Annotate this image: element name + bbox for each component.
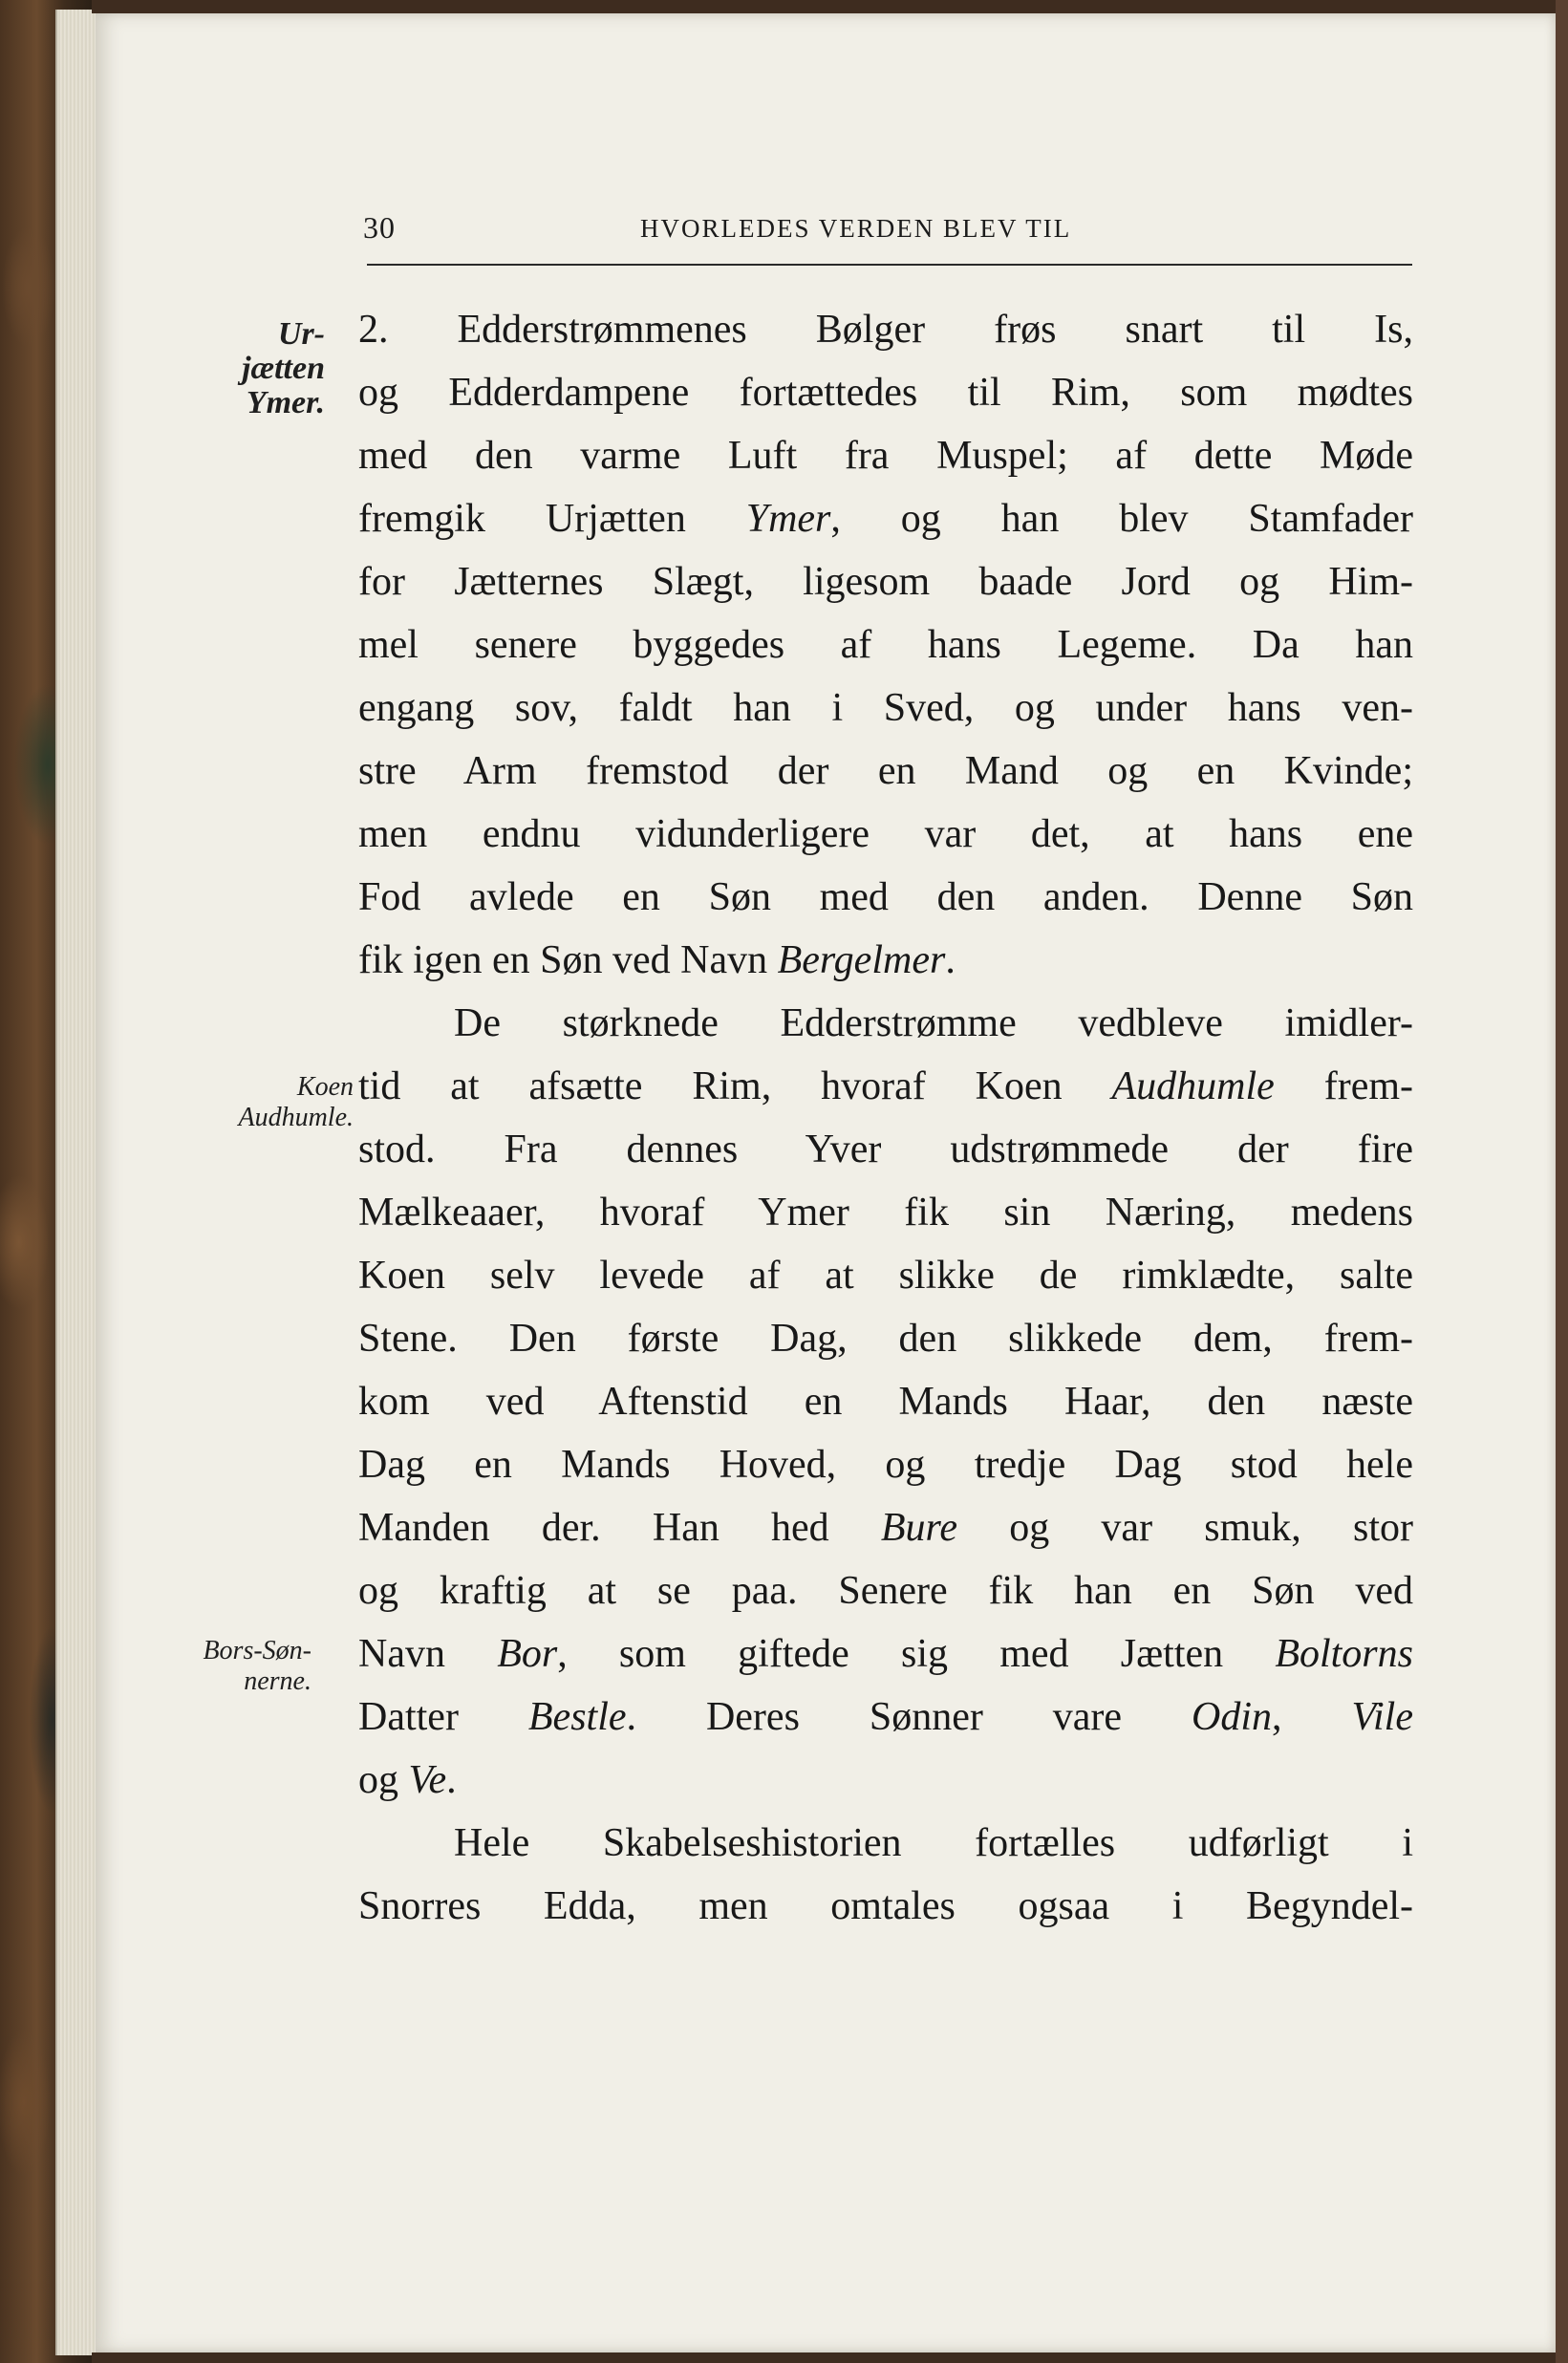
sidenote-line: nerne. bbox=[244, 1666, 311, 1696]
text-line: med den varme Luft fra Muspel; af dette Møde bbox=[358, 434, 1413, 478]
running-title: HVORLEDES VERDEN BLEV TIL bbox=[640, 214, 1072, 243]
bottom-edge bbox=[92, 2352, 1568, 2363]
text-line bbox=[358, 929, 1413, 992]
text-run: frem- bbox=[1274, 1064, 1413, 1108]
right-edge bbox=[1556, 0, 1568, 2363]
sidenote-line: Koen bbox=[296, 1072, 354, 1102]
text-line: Mælkeaaer, hvoraf Ymer fik sin Næring, medens bbox=[358, 1191, 1413, 1235]
text-run: Datter bbox=[358, 1695, 528, 1739]
text-line: De størknede Edderstrømme vedbleve imidler- bbox=[454, 1001, 1413, 1045]
text-line bbox=[358, 487, 1413, 550]
text-line: Dag en Mands Hoved, og tredje Dag stod hele bbox=[358, 1443, 1413, 1487]
sidenote-bors bbox=[162, 1636, 311, 1697]
italic-name: Boltorns bbox=[1275, 1632, 1413, 1676]
text-line: Snorres Edda, men omtales ogsaa i Begyndel- bbox=[358, 1884, 1413, 1928]
text-run: og var smuk, stor bbox=[957, 1506, 1413, 1550]
text-run: Manden der. Han hed bbox=[358, 1506, 881, 1550]
text-line: kom ved Aftenstid en Mands Haar, den næste bbox=[358, 1380, 1413, 1424]
text-line bbox=[358, 1055, 1413, 1118]
text-line: 2. Edderstrømmenes Bølger frøs snart til Is, bbox=[358, 308, 1413, 352]
text-run: tid at afsætte Rim, hvoraf Koen bbox=[358, 1064, 1112, 1108]
italic-name: Audhumle bbox=[1111, 1064, 1275, 1108]
text-line: men endnu vidunderligere var det, at hans ene bbox=[358, 812, 1413, 856]
running-head bbox=[363, 201, 1412, 258]
italic-name: Bestle bbox=[527, 1695, 627, 1739]
text-run: . bbox=[446, 1758, 457, 1802]
text-run: , og han blev Stamfader bbox=[830, 497, 1414, 541]
text-line bbox=[358, 1749, 1413, 1812]
text-line bbox=[358, 1686, 1413, 1749]
top-edge bbox=[92, 0, 1568, 13]
text-line: stod. Fra dennes Yver udstrømmede der fire bbox=[358, 1128, 1413, 1171]
sidenote-koen bbox=[162, 1072, 354, 1133]
italic-name: Bor bbox=[497, 1632, 558, 1676]
header-rule bbox=[367, 264, 1412, 266]
text-line: Koen selv levede af at slikke de rimklædte, salte bbox=[358, 1254, 1413, 1298]
text-run: . bbox=[945, 938, 956, 982]
text-line: og Edderdampene fortættedes til Rim, som mødtes bbox=[358, 371, 1413, 415]
italic-name: Ve bbox=[408, 1758, 447, 1802]
text-line: Hele Skabelseshistorien fortælles udførligt i bbox=[454, 1821, 1413, 1865]
text-line: for Jætternes Slægt, ligesom baade Jord og Him- bbox=[358, 560, 1413, 604]
body-text bbox=[358, 298, 1413, 1938]
page-number: 30 bbox=[363, 210, 396, 245]
text-run: og bbox=[358, 1758, 409, 1802]
text-line: Stene. Den første Dag, den slikkede dem, frem- bbox=[358, 1317, 1413, 1361]
italic-name: Vile bbox=[1351, 1695, 1413, 1739]
text-line: engang sov, faldt han i Sved, og under hans ven- bbox=[358, 686, 1413, 730]
sidenote-line: Audhumle. bbox=[238, 1103, 354, 1132]
text-run: fik igen en Søn ved Navn bbox=[358, 938, 778, 982]
text-run: fremgik Urjætten bbox=[358, 497, 746, 541]
text-line: mel senere byggedes af hans Legeme. Da han bbox=[358, 623, 1413, 667]
text-line: og kraftig at se paa. Senere fik han en Søn ved bbox=[358, 1569, 1413, 1613]
page-edges bbox=[55, 10, 99, 2355]
sidenote-line: Bors-Søn- bbox=[203, 1636, 311, 1665]
italic-name: Ymer bbox=[745, 497, 831, 541]
sidenote-line: Ur- bbox=[277, 316, 325, 352]
text-line: stre Arm fremstod der en Mand og en Kvinde; bbox=[358, 749, 1413, 793]
italic-name: Bure bbox=[880, 1506, 957, 1550]
text-run: , som giftede sig med Jætten bbox=[557, 1632, 1276, 1676]
text-run: , bbox=[1272, 1695, 1352, 1739]
italic-name: Odin bbox=[1192, 1695, 1273, 1739]
text-line bbox=[358, 1496, 1413, 1559]
text-run: Navn bbox=[358, 1632, 498, 1676]
sidenote-line: jætten bbox=[242, 351, 325, 386]
italic-name: Bergelmer bbox=[777, 938, 946, 982]
text-line: Fod avlede en Søn med den anden. Denne Søn bbox=[358, 875, 1413, 919]
text-run: . Deres Sønner vare bbox=[626, 1695, 1192, 1739]
sidenote-urjaetten bbox=[162, 317, 325, 420]
sidenote-line: Ymer. bbox=[246, 385, 325, 420]
text-line bbox=[358, 1622, 1413, 1686]
